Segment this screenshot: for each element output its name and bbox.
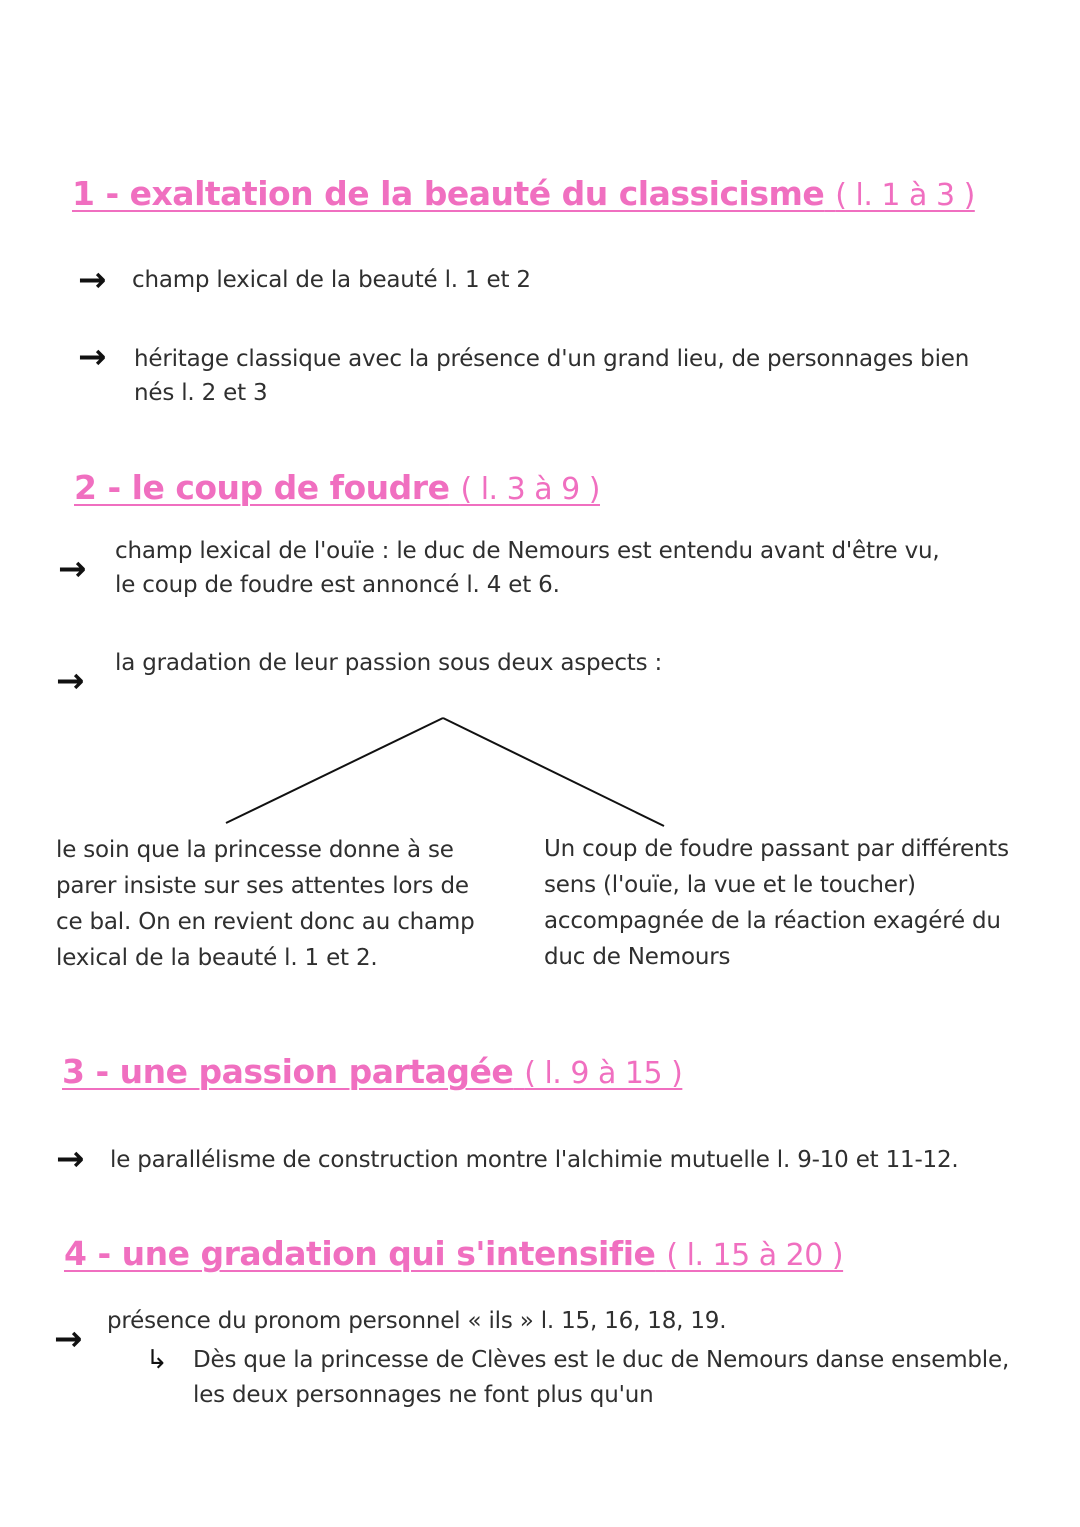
- section-1-title: 1 - exaltation de la beauté du classicisme: [72, 174, 825, 213]
- section-1-ref: ( l. 1 à 3 ): [835, 178, 975, 213]
- branch-left-text: le soin que la princesse donne à se parer insiste sur ses attentes lors de ce bal. On en revient donc au champ lexical de la beauté l. 1 et 2.: [56, 837, 475, 971]
- section-3-title: 3 - une passion partagée: [62, 1052, 514, 1091]
- section-3-point-1: le parallélisme de construction montre l'alchimie mutuelle l. 9-10 et 11-12.: [110, 1147, 959, 1173]
- arrow-icon: →: [58, 549, 87, 589]
- arrow-icon: →: [78, 260, 107, 300]
- section-2-point-1: champ lexical de l'ouïe : le duc de Nemours est entendu avant d'être vu, le coup de foudre est annoncé l. 4 et 6.: [115, 538, 940, 598]
- section-1-point-1: champ lexical de la beauté l. 1 et 2: [132, 267, 531, 293]
- section-4-ref: ( l. 15 à 20 ): [666, 1238, 844, 1273]
- section-4-title: 4 - une gradation qui s'intensifie: [64, 1234, 656, 1273]
- section-4-heading: [64, 1234, 843, 1273]
- arrow-icon: →: [54, 1319, 83, 1359]
- branch-right-text: Un coup de foudre passant par différents sens (l'ouïe, la vue et le toucher) accompagnée de la réaction exagéré du duc de Nemours: [544, 836, 1009, 970]
- section-1-point-2: héritage classique avec la présence d'un grand lieu, de personnages bien nés l. 2 et 3: [134, 346, 970, 406]
- branch-line-right: [443, 718, 664, 826]
- section-4-subpoint: Dès que la princesse de Clèves est le duc de Nemours danse ensemble, les deux personnages ne font plus qu'un: [193, 1347, 1010, 1408]
- arrow-icon: →: [56, 661, 85, 701]
- section-2-point-2: la gradation de leur passion sous deux aspects :: [115, 650, 663, 676]
- section-4-point-1: présence du pronom personnel « ils » l. 15, 16, 18, 19.: [107, 1308, 727, 1334]
- arrow-icon: →: [78, 337, 107, 377]
- section-3-heading: [62, 1052, 682, 1091]
- section-2-title: 2 - le coup de foudre: [74, 468, 450, 507]
- section-2-ref: ( l. 3 à 9 ): [460, 472, 600, 507]
- arrow-icon: →: [56, 1139, 85, 1179]
- section-3-ref: ( l. 9 à 15 ): [524, 1056, 683, 1091]
- sub-arrow-icon: ↳: [146, 1345, 168, 1375]
- branch-line-left: [226, 718, 443, 823]
